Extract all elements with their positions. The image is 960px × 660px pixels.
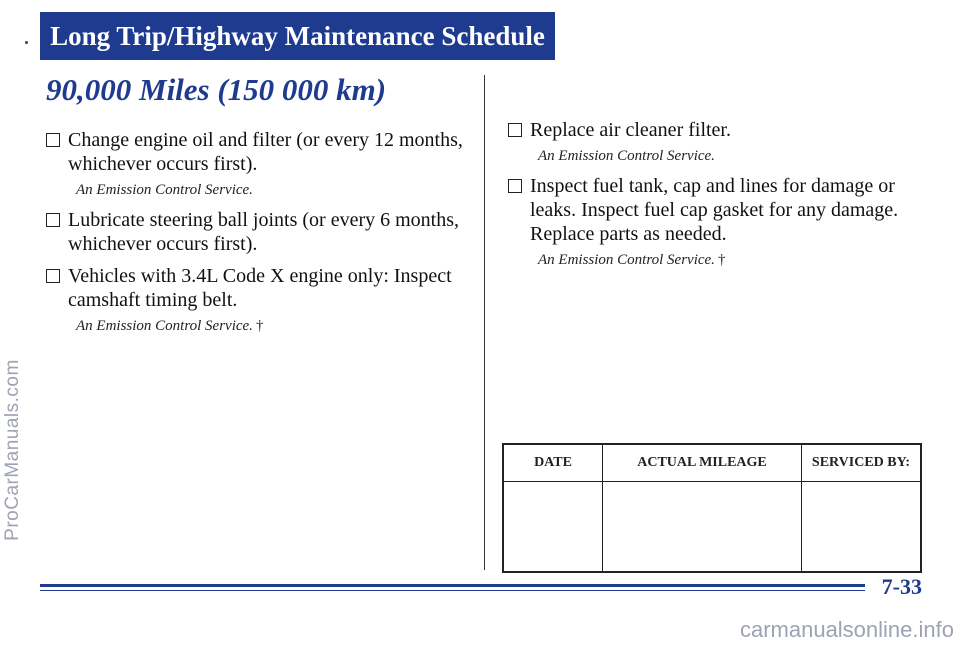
left-column xyxy=(46,128,466,344)
footer-watermark: carmanualsonline.info xyxy=(739,617,954,642)
service-note-text: An Emission Control Service. xyxy=(76,318,253,334)
side-watermark xyxy=(2,359,422,660)
page-number: 7-33 xyxy=(881,574,922,599)
column-divider xyxy=(484,75,485,570)
page-mark xyxy=(25,41,28,44)
section-heading: 90,000 Miles (150 000 km) xyxy=(46,72,387,107)
checkbox-icon[interactable] xyxy=(508,179,522,193)
dagger-mark: † xyxy=(717,252,726,268)
checkbox-icon[interactable] xyxy=(46,133,60,147)
side-watermark-text: ProCarManuals.com xyxy=(2,359,23,541)
service-item-text: Lubricate steering ball joints (or every 6 months, whichever occurs first). xyxy=(68,209,460,255)
service-record-table xyxy=(502,443,922,573)
service-note-text: An Emission Control Service. xyxy=(538,252,715,268)
table-row xyxy=(503,482,921,573)
header-date: DATE xyxy=(503,444,603,482)
service-item xyxy=(508,174,928,270)
banner-title: Long Trip/Highway Maintenance Schedule xyxy=(50,20,545,51)
service-note xyxy=(76,316,466,336)
header-actual-mileage: ACTUAL MILEAGE xyxy=(603,444,802,482)
date-cell[interactable] xyxy=(503,482,603,573)
header-serviced-by: SERVICED BY: xyxy=(802,444,922,482)
service-item-text: Change engine oil and filter (or every 12 months, whichever occurs first). xyxy=(68,129,463,175)
serviced-by-cell[interactable] xyxy=(802,482,922,573)
schedule-banner xyxy=(40,12,555,60)
dagger-mark: † xyxy=(255,318,264,334)
service-item xyxy=(46,264,466,336)
service-note xyxy=(538,146,928,166)
footer-rule xyxy=(40,584,865,587)
checkbox-icon[interactable] xyxy=(46,269,60,283)
service-item-text: Vehicles with 3.4L Code X engine only: Inspect camshaft timing belt. xyxy=(68,265,452,311)
mileage-cell[interactable] xyxy=(603,482,802,573)
service-item xyxy=(508,118,928,166)
service-note xyxy=(538,250,928,270)
service-note xyxy=(76,180,466,200)
checkbox-icon[interactable] xyxy=(508,123,522,137)
service-item xyxy=(46,128,466,200)
table-header-row xyxy=(503,444,921,482)
service-note-text: An Emission Control Service. xyxy=(76,182,253,198)
service-item xyxy=(46,208,466,256)
right-column xyxy=(508,118,928,278)
service-item-text: Replace air cleaner filter. xyxy=(530,119,731,141)
footer-rule-thin xyxy=(40,590,865,591)
service-item-text: Inspect fuel tank, cap and lines for damage or leaks. Inspect fuel cap gasket for any damage. Replace parts as needed. xyxy=(530,175,899,245)
service-note-text: An Emission Control Service. xyxy=(538,148,715,164)
checkbox-icon[interactable] xyxy=(46,213,60,227)
